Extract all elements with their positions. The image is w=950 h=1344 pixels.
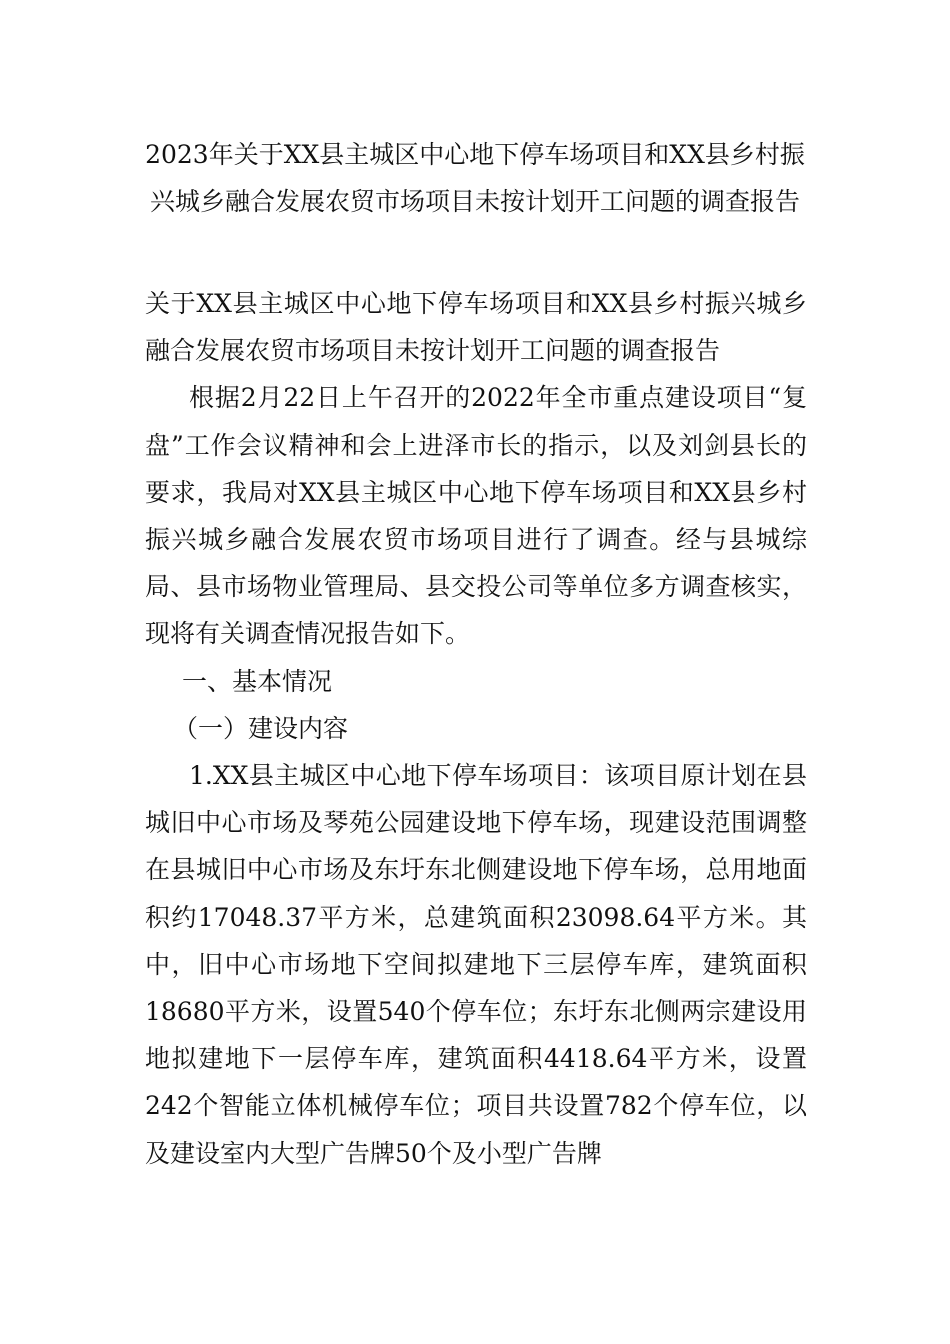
document-title: 2023年关于XX县主城区中心地下停车场项目和XX县乡村振兴城乡融合发展农贸市场项目未按计划开工问题的调查报告 xyxy=(145,140,805,216)
document-body xyxy=(145,280,807,1177)
intro-paragraph: 根据2月22日上午召开的2022年全市重点建设项目“复盘”工作会议精神和会上进泽市长的指示，以及刘剑县长的要求，我局对XX县主城区中心地下停车场项目和XX县乡村振兴城乡融合发展农贸市场项目进行了调查。经与县城综局、县市场物业管理局、县交投公司等单位多方调查核实，现将有关调查情况报告如下。 xyxy=(145,383,807,649)
section-heading: 一、基本情况 xyxy=(182,666,333,696)
document-subtitle: 关于XX县主城区中心地下停车场项目和XX县乡村振兴城乡融合发展农贸市场项目未按计划开工问题的调查报告 xyxy=(145,289,807,366)
item-paragraph: 1.XX县主城区中心地下停车场项目：该项目原计划在县城旧中心市场及琴苑公园建设地下停车场，现建设范围调整在县城旧中心市场及东圩东北侧建设地下停车场，总用地面积约17048.37平方米，总建筑面积23098.64平方米。其中，旧中心市场地下空间拟建地下三层停车库，建筑面积18680平方米，设置540个停车位；东圩东北侧两宗建设用地拟建地下一层停车库，建筑面积4418.64平方米，设置242个智能立体机械停车位；项目共设置782个停车位，以及建设室内大型广告牌50个及小型广告牌 xyxy=(145,761,807,1168)
subsection-heading: （一）建设内容 xyxy=(173,713,349,743)
